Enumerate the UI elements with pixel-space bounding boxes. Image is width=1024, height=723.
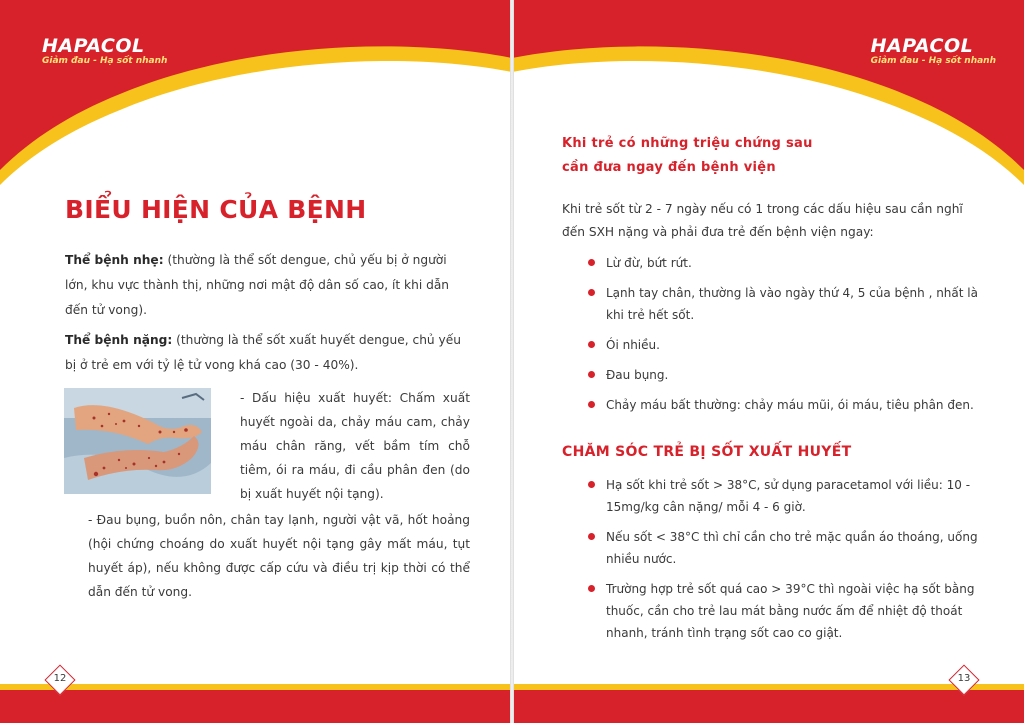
bullet-icon — [588, 481, 595, 488]
care-list — [588, 474, 978, 652]
hapacol-logo-right — [871, 36, 996, 67]
bullet-icon — [588, 289, 595, 296]
mild-form-label: Thể bệnh nhẹ: — [65, 253, 164, 267]
list-item: Đau bụng. — [588, 364, 978, 386]
mild-form-text: (thường là thể sốt dengue, chủ yếu bị ở người lớn, khu vực thành thị, những nơi mật độ dân số cao, ít khi dẫn đến tử vong). — [65, 253, 450, 317]
logo-brand: HAPACOL — [870, 35, 974, 57]
care-heading: CHĂM SÓC TRẺ BỊ SỐT XUẤT HUYẾT — [562, 444, 852, 460]
bullet-icon — [588, 259, 595, 266]
hospital-heading-line1: Khi trẻ có những triệu chứng sau — [562, 136, 813, 151]
warning-signs-list — [588, 252, 978, 424]
severe-form-paragraph — [65, 328, 470, 378]
severe-form-text: (thường là thể sốt xuất huyết dengue, chủ yếu bị ở trẻ em với tỷ lệ tử vong khá cao (30 - 40%). — [65, 333, 461, 372]
page-number-text: 12 — [53, 673, 67, 684]
shock-signs: - Đau bụng, buồn nôn, chân tay lạnh, người vật vã, hốt hoảng (hội chứng choáng do xuất huyết nội tạng gây mất máu, tụt huyết áp), nếu không được cấp cứu và điều trị kịp thời có thể dẫn đến tử vong. — [88, 513, 470, 599]
right-page — [512, 0, 1024, 723]
page-number-text: 13 — [957, 673, 971, 684]
hemorrhage-signs: - Dấu hiệu xuất huyết: Chấm xuất huyết ngoài da, chảy máu cam, chảy máu chân răng, vết bầm tím chỗ tiêm, ói ra máu, đi cầu phân đen (do bị xuất huyết nội tạng). — [240, 391, 470, 501]
hospital-heading-line2: cần đưa ngay đến bệnh viện — [562, 160, 776, 175]
list-item: Trường hợp trẻ sốt quá cao > 39°C thì ngoài việc hạ sốt bằng thuốc, cần cho trẻ lau mát bằng nước ấm để nhiệt độ thoát nhanh, tránh tình trạng sốt cao co giật. — [588, 578, 978, 644]
list-item: Lạnh tay chân, thường là vào ngày thứ 4, 5 của bệnh , nhất là khi trẻ hết sốt. — [588, 282, 978, 326]
page-gutter — [510, 0, 514, 723]
dengue-rash-photo — [64, 388, 211, 494]
list-item: Ói nhiều. — [588, 334, 978, 356]
list-item: Nếu sốt < 38°C thì chỉ cần cho trẻ mặc quần áo thoáng, uống nhiều nước. — [588, 526, 978, 570]
bullet-icon — [588, 401, 595, 408]
severe-form-label: Thể bệnh nặng: — [65, 333, 173, 347]
bullet-icon — [588, 585, 595, 592]
hapacol-logo — [42, 36, 167, 67]
hospital-heading — [562, 132, 813, 180]
logo-brand: HAPACOL — [42, 35, 145, 57]
list-item: Chảy máu bất thường: chảy máu mũi, ói máu, tiêu phân đen. — [588, 394, 978, 416]
page-number-right — [949, 665, 979, 695]
hospital-intro: Khi trẻ sốt từ 2 - 7 ngày nếu có 1 trong các dấu hiệu sau cần nghĩ đến SXH nặng và phải đưa trẻ đến bệnh viện ngay: — [562, 202, 963, 239]
bullet-icon — [588, 341, 595, 348]
bullet-icon — [588, 371, 595, 378]
logo-tagline: Giảm đau - Hạ sốt nhanh — [870, 56, 996, 66]
mild-form-paragraph — [65, 248, 470, 323]
list-item: Hạ sốt khi trẻ sốt > 38°C, sử dụng paracetamol với liều: 10 - 15mg/kg cân nặng/ mỗi 4 - 6 giờ. — [588, 474, 978, 518]
page-number-left — [45, 665, 75, 695]
list-item: Lừ đừ, bứt rứt. — [588, 252, 978, 274]
page-title: BIỂU HIỆN CỦA BỆNH — [65, 195, 367, 224]
bullet-icon — [588, 533, 595, 540]
logo-tagline: Giảm đau - Hạ sốt nhanh — [42, 56, 168, 66]
